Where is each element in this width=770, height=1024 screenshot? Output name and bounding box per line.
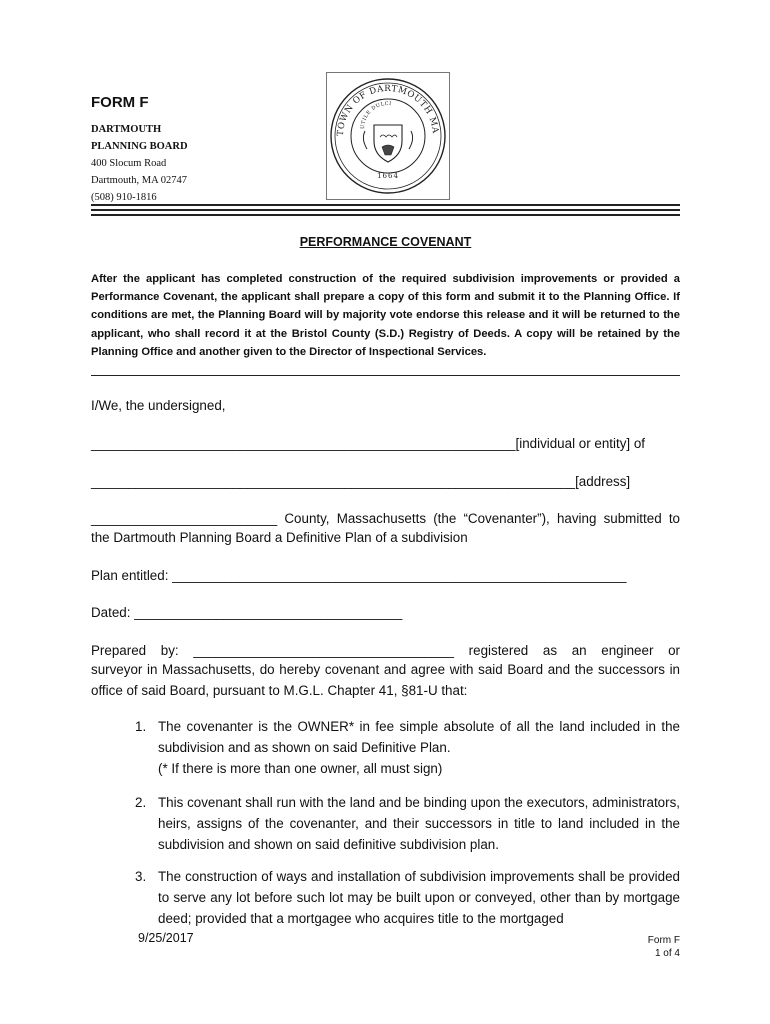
form-label: FORM F [91,94,149,111]
individual-entity-row [91,433,680,454]
org-name-line2: PLANNING BOARD [91,141,188,152]
seal-outer-text: TOWN OF DARTMOUTH MA [335,83,441,137]
item-number: 1. [135,719,147,734]
address-label: [address] [575,474,631,489]
item-number: 2. [135,795,147,810]
office-address-block [91,121,188,206]
header-rule-1 [91,204,680,206]
prepared-by-label: Prepared by: [91,643,179,658]
dated-label: Dated: [91,605,131,620]
document-title: PERFORMANCE COVENANT [299,235,472,249]
county-label: County, Massachusetts (the “Covenanter”), having submitted to [284,511,680,526]
prepared-by-row [91,640,680,661]
city-state-zip: Dartmouth, MA 02747 [91,175,187,186]
footer-page-number: 1 of 4 [654,948,680,959]
seal-year: 1664 [377,172,399,180]
plan-entitled-label: Plan entitled: [91,568,169,583]
county-row-continued: the Dartmouth Planning Board a Definitive Plan of a subdivision [91,530,468,545]
dated-row [91,602,680,623]
street-address: 400 Slocum Road [91,158,167,169]
covenant-preamble: surveyor in Massachusetts, do hereby covenant and agree with said Board and the successors in office of said Board, pursuant to M.G.L. Chapter 41, §81-U that: [91,662,680,698]
county-row [91,508,680,529]
item-number: 3. [135,869,147,884]
registered-label: registered as an engineer or [468,643,680,658]
footer-date: 9/25/2017 [138,931,194,945]
footer-form-label: Form F [647,935,680,946]
seal-motto: UTILE DULCI [359,100,392,130]
phone-number: (508) 910-1816 [91,192,157,203]
instructions-paragraph: After the applicant has completed construction of the required subdivision improvements or provided a Performance Covenant, the applicant shall prepare a copy of this form and submit it to the Planning Office. If conditions are met, the Planning Board will by majority vote endorse this release and it will be returned to the applicant, who shall record it at the Bristol County (S.D.) Registry of Deeds. A copy will be retained by the Planning Office and another given to the Director of Inspectional Services. [91,273,680,358]
plan-entitled-row [91,565,680,586]
address-row [91,471,680,492]
covenant-item-note: (* If there is more than one owner, all must sign) [158,761,443,776]
plan-entitled-blank[interactable]: _____________________________________________________________ [172,568,627,583]
covenant-item-text: The covenanter is the OWNER* in fee simple absolute of all the land included in the subdivision and as shown on said Definitive Plan. [158,719,680,755]
individual-entity-blank[interactable]: _________________________________________________________ [91,436,516,451]
covenant-item-text: The construction of ways and installation of subdivision improvements shall be provided to serve any lot before such lot may be built upon or conveyed, other than by mortgage deed; provided that a mortgagee who acquires title to the mortgaged [158,869,680,926]
covenant-item [158,716,680,779]
org-name-line1: DARTMOUTH [91,124,162,135]
instructions-rule [91,375,680,376]
covenant-item-text: This covenant shall run with the land and be binding upon the executors, administrators, heirs, assigns of the covenanter, and their successors in title to land included in the subdivision and shown on said definitive subdivision plan. [158,795,680,852]
header-rule-3 [91,214,680,216]
address-blank[interactable]: _________________________________________________________________ [91,474,576,489]
header-rule-2 [91,209,680,211]
undersigned-line: I/We, the undersigned, [91,398,226,413]
town-seal [326,72,450,200]
county-blank[interactable]: _________________________ [91,511,278,526]
individual-entity-label: [individual or entity] of [515,436,646,451]
dated-blank[interactable]: ____________________________________ [134,605,403,620]
prepared-by-blank[interactable]: ___________________________________ [193,643,454,658]
